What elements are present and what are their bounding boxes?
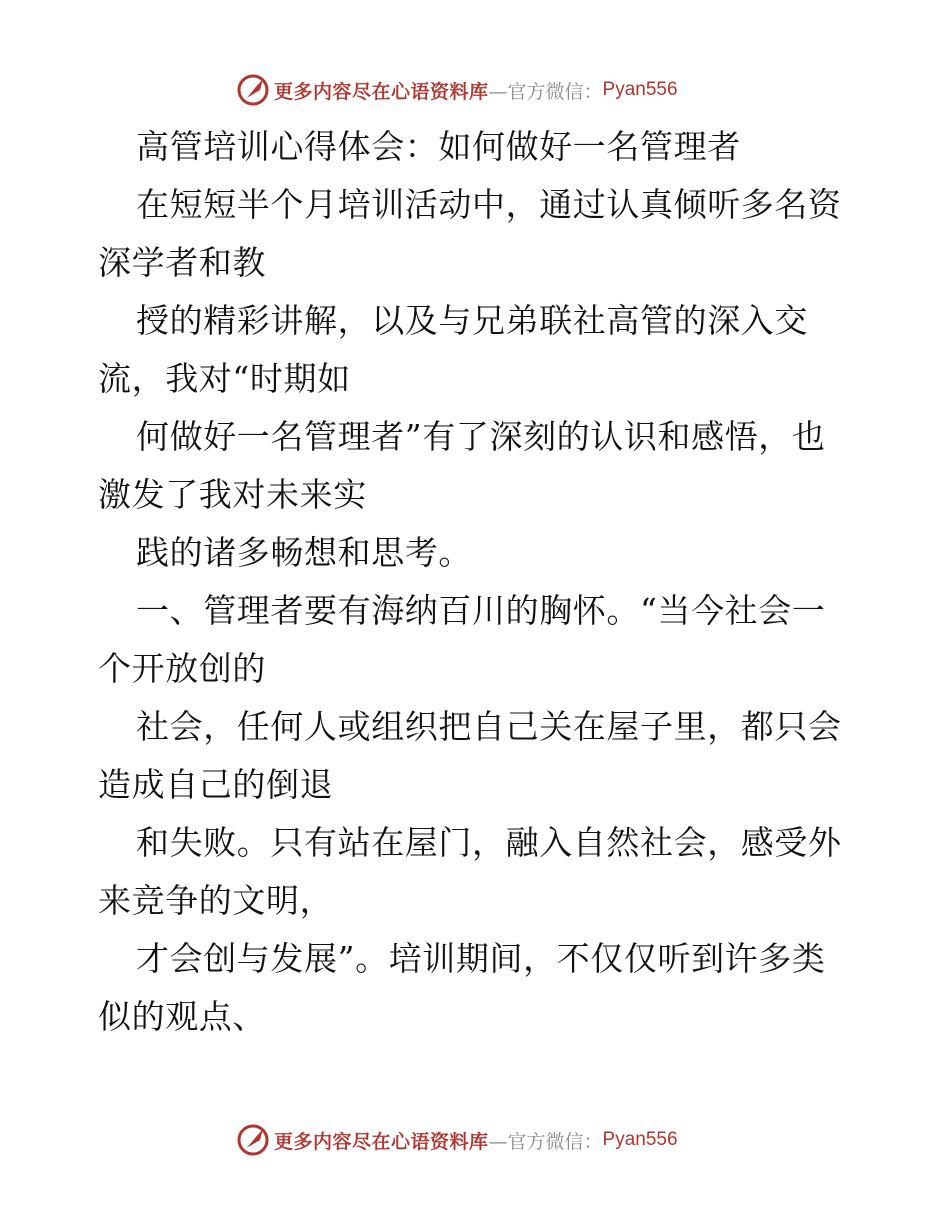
paragraph-line: 流，我对“时期如 [98, 359, 351, 398]
paragraph-line: 造成自己的倒退 [98, 765, 334, 804]
paragraph-line: 深学者和教 [98, 243, 266, 282]
paragraph-line: 个开放创的 [98, 649, 266, 688]
quill-pen-logo-icon [236, 73, 270, 107]
document-body [98, 118, 858, 1046]
paragraph-line: 似的观点、 [98, 997, 266, 1036]
watermark-brand-text: 更多内容尽在心语资料库 [274, 80, 489, 103]
paragraph-line: 才会创与发展”。培训期间，不仅仅听到许多类 [136, 939, 826, 978]
watermark-banner-top [236, 70, 716, 110]
watermark-separator-text: —官方微信： [488, 80, 603, 103]
watermark-banner-bottom [236, 1120, 716, 1160]
quill-pen-logo-icon [236, 1123, 270, 1157]
paragraph-line: 和失败。只有站在屋门，融入自然社会，感受外 [136, 823, 842, 862]
watermark-separator-text: —官方微信： [488, 1130, 603, 1153]
paragraph-line: 来竞争的文明， [98, 881, 334, 920]
watermark-handle: Pyan556 [602, 1129, 678, 1150]
paragraph-line: 践的诸多畅想和思考。 [136, 533, 472, 572]
document-title: 高管培训心得体会：如何做好一名管理者 [136, 127, 741, 166]
paragraph-line: 社会，任何人或组织把自己关在屋子里，都只会 [136, 707, 842, 746]
paragraph-line: 激发了我对未来实 [98, 475, 367, 514]
watermark-handle: Pyan556 [602, 79, 678, 100]
paragraph-line: 授的精彩讲解，以及与兄弟联社高管的深入交 [136, 301, 808, 340]
paragraph-line: 一、管理者要有海纳百川的胸怀。“当今社会一 [136, 591, 826, 630]
watermark-brand-text: 更多内容尽在心语资料库 [274, 1130, 489, 1153]
paragraph-line: 在短短半个月培训活动中，通过认真倾听多名资 [136, 185, 842, 224]
paragraph-line: 何做好一名管理者”有了深刻的认识和感悟，也 [136, 417, 826, 456]
